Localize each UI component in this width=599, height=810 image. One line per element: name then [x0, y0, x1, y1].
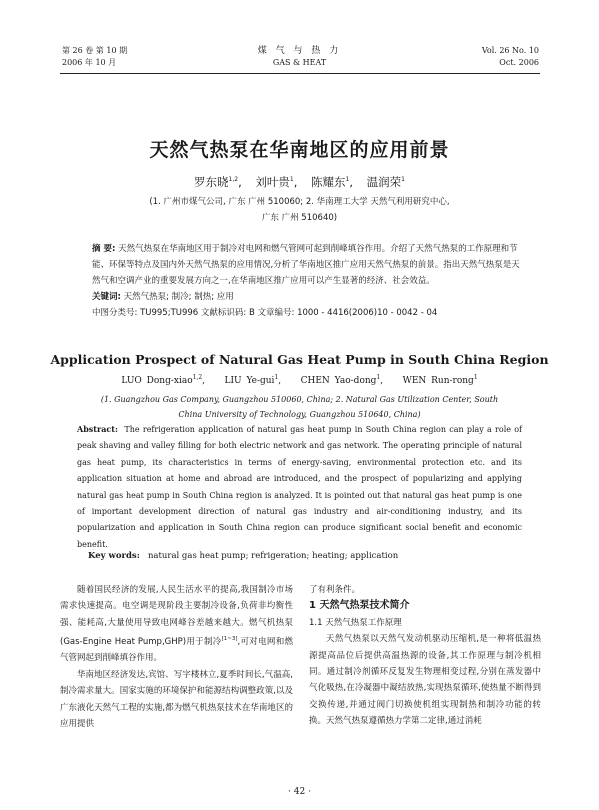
author-name: WEN Run-rong — [402, 376, 474, 386]
abstract-label-en: Abstract: — [77, 424, 118, 434]
body-paragraph: 天然气热泵以天然气发动机驱动压缩机,是一种将低温热源提高品位后提供高温热源的设备,其工作原理与制冷机相同。通过制冷剂循环反复发生物理相变过程,分别在蒸发器中气化吸热,在冷凝器中凝结放热,实现热泵循环,使热量不断得到交换传递,并通过阀门切换使机组实现制热和制冷功能的转换。天然气热泵遵循热力学第二定律,通过消耗 — [309, 634, 541, 727]
author-name: 陈耀东 — [311, 175, 346, 189]
body-paragraph: 了有利条件。 — [309, 585, 361, 595]
running-header-right — [482, 45, 539, 69]
keywords-cn — [74, 289, 524, 305]
body-paragraph — [60, 582, 293, 667]
body-paragraph: 华南地区经济发达,宾馆、写字楼林立,夏季时间长,气温高,制冷需求量大。国家实施的环境保护和能源结构调整政策,以及广东液化天然气工程的实施,都为燃气机热泵技术在华南地区的应用提供 — [60, 669, 293, 730]
author-affil-sup: 1 — [376, 374, 381, 381]
abstract-text-cn: 天然气热泵在华南地区用于制冷对电网和燃气管网可起到削峰填谷作用。介绍了天然气热泵的工作原理和节能、环保等特点及国内外天然气热泵的应用情况,分析了华南地区推广应用天然气热泵的前景。指出天然气热泵是天然气和空调产业的重要发展方向之一,在华南地区推广应用可以产生显著的经济、社会效益。 — [92, 244, 520, 286]
issue-date: 2006 年 10 月 — [62, 58, 117, 67]
abstract-en — [77, 421, 522, 553]
affiliation-line: China University of Technology, Guangzhou 510640, China) — [178, 410, 421, 419]
section-heading: 1 天然气热泵技术简介 — [309, 600, 410, 612]
author-affil-sup: 1,2 — [192, 374, 203, 381]
header-rule — [60, 73, 540, 74]
author-affil-sup: 1 — [289, 176, 294, 184]
issue-date-en: Oct. 2006 — [499, 58, 539, 67]
paper-title-en: Application Prospect of Natural Gas Heat Pump in South China Region — [50, 352, 549, 367]
paper-title-cn: 天然气热泵在华南地区的应用前景 — [149, 139, 450, 161]
author-affil-sup: 1 — [401, 176, 405, 184]
author-list-cn: 罗东晓$^{1,2}$, 刘叶贵$^1$, 陈耀东$^1$, 温润荣$^1$ — [194, 175, 405, 189]
affiliation-line: (1. Guangzhou Gas Company, Guangzhou 510060, China; 2. Natural Gas Utilization Center, South — [100, 395, 499, 404]
author-name: LUO Dong-xiao — [121, 376, 193, 386]
abstract-cn — [74, 241, 524, 321]
journal-name-en: GAS & HEAT — [272, 58, 327, 67]
body-text: ,可对电网和燃气管网起到削峰填谷作用。 — [60, 637, 294, 664]
author-affil-sup: 1 — [473, 374, 478, 381]
keywords-text-en: natural gas heat pump; refrigeration; heating; application — [147, 551, 399, 561]
author-affil-sup: 1,2 — [228, 176, 239, 184]
classification-line: 中图分类号: TU995;TU996 文献标识码: B 文章编号: 1000 - 4416(2006)10 - 0042 - 04 — [92, 308, 438, 318]
affiliation-line: (1. 广州市煤气公司, 广东 广州 510060; 2. 华南理工大学 天然气利用研究中心, — [149, 197, 450, 207]
author-name: 刘叶贵 — [255, 175, 290, 189]
body-column-right — [309, 582, 541, 730]
abstract-text-en: The refrigeration application of natural gas heat pump in South China region can play a role of peak shaving and valley filling for both electric network and gas network. The operating principle of natural gas heat pump, its characteristics in terms of energy-saving, environmental protection etc. and its application situation at home and abroad are introduced, and the prospect of popularizing and applying natural gas heat pump in South China region is analyzed. It is pointed out that natural gas heat pump is one of important development direction of natural gas industry and air-conditioning industry, and its popularization and application in South China region can produce significant social benefit and economic benefit. — [77, 425, 523, 549]
keywords-label-cn: 关键词: — [92, 292, 121, 302]
author-name: CHEN Yao-dong — [300, 376, 377, 386]
author-name: LIU Ye-gui — [224, 376, 275, 386]
body-text: 随着国民经济的发展,人民生活水平的提高,我国制冷市场需求快速提高。电空调是现阶段主要制冷设备,负荷非均衡性强、能耗高,大量使用导致电网峰谷差越来越大。燃气机热泵(Gas-Engine Heat Pump,GHP)用于制冷 — [60, 585, 293, 648]
abstract-label-cn: 摘 要: — [92, 244, 116, 254]
volume-issue: 第 26 卷 第 10 期 — [62, 46, 128, 55]
affiliations-en — [0, 392, 599, 422]
abstract-paragraph-cn — [74, 241, 524, 289]
citation-ref: [1~3] — [221, 636, 238, 643]
journal-name-cn: 煤 气 与 热 力 — [257, 46, 342, 56]
affiliations-cn — [0, 194, 599, 226]
author-affil-sup: 1 — [274, 374, 279, 381]
author-name: 罗东晓 — [194, 175, 229, 189]
author-list-en: LUO Dong-xiao$^{1,2}$, LIU Ye-gui$^1$, CHEN Yao-dong$^1$, WEN Run-rong$^1$ — [121, 374, 478, 386]
keywords-text-cn: 天然气热泵; 制冷; 制热; 应用 — [123, 292, 234, 302]
author-affil-sup: 1 — [345, 176, 350, 184]
keywords-en — [88, 551, 398, 561]
page-number: · 42 · — [288, 787, 311, 797]
body-column-left — [60, 582, 293, 732]
keywords-label-en: Key words: — [88, 551, 140, 561]
affiliation-line: 广东 广州 510640) — [261, 213, 338, 223]
volume-issue-en: Vol. 26 No. 10 — [481, 46, 539, 55]
subsection-heading: 1.1 天然气热泵工作原理 — [309, 617, 402, 628]
author-name: 温润荣 — [366, 175, 402, 189]
